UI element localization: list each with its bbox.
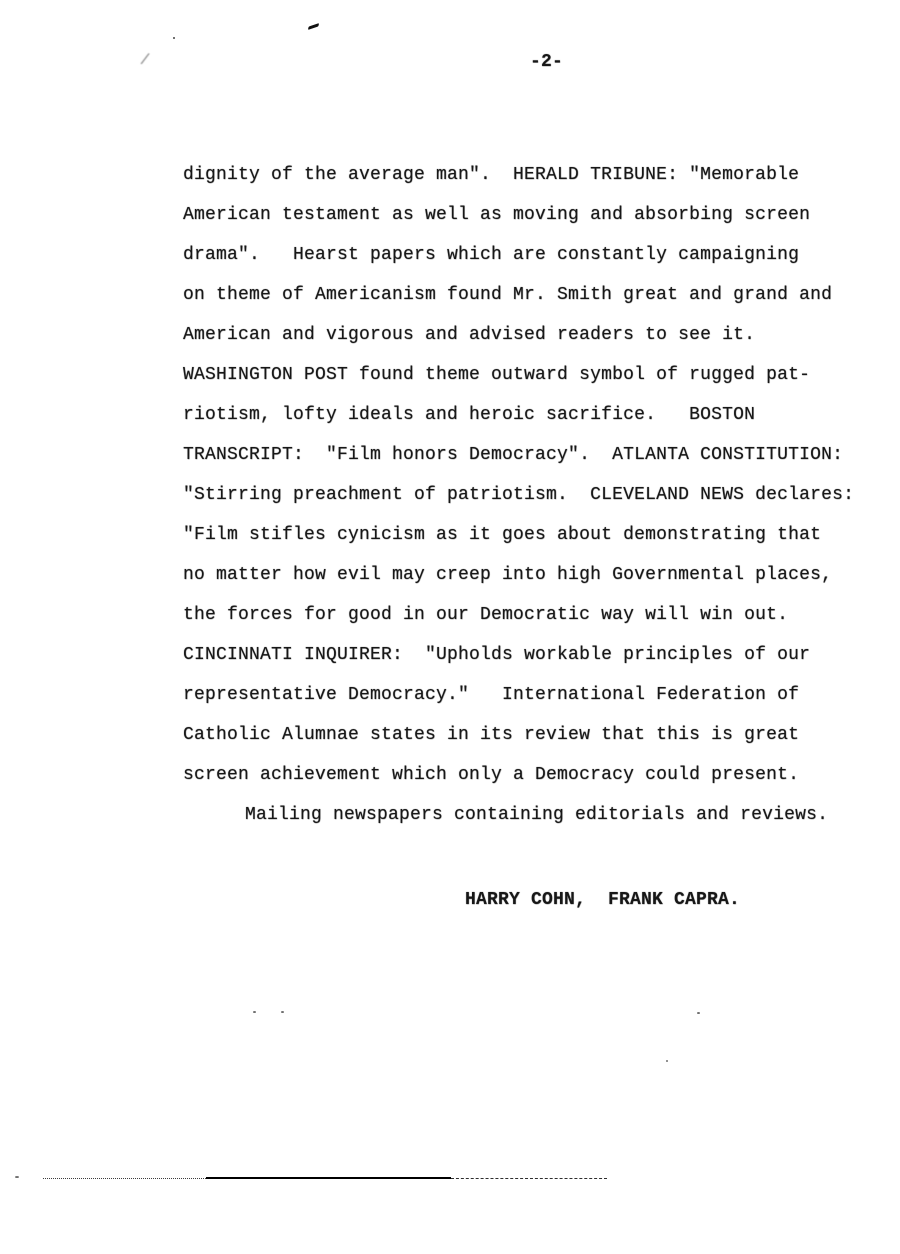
body-line-indented: Mailing newspapers containing editorials and reviews. (245, 805, 829, 825)
scan-bottom-line (43, 1177, 607, 1180)
body-line: "Stirring preachment of patriotism. CLEVELAND NEWS declares: (183, 485, 855, 505)
scan-speck (253, 1011, 256, 1013)
scan-speck (666, 1060, 668, 1062)
scan-speck (173, 37, 175, 39)
body-line: the forces for good in our Democratic way will win out. (183, 605, 789, 625)
scan-line-dashed-segment (451, 1178, 607, 1179)
body-line: CINCINNATI INQUIRER: "Upholds workable principles of our (183, 645, 811, 665)
body-line: dignity of the average man". HERALD TRIBUNE: "Memorable (183, 165, 800, 185)
scan-line-dotted-segment (43, 1178, 206, 1179)
document-body (183, 155, 863, 835)
body-line: riotism, lofty ideals and heroic sacrifice. BOSTON (183, 405, 756, 425)
page-number: -2- (530, 52, 564, 72)
body-line: TRANSCRIPT: "Film honors Democracy". ATLANTA CONSTITUTION: (183, 445, 844, 465)
body-line: American and vigorous and advised readers to see it. (183, 325, 756, 345)
scan-slash-artifact: / (138, 50, 151, 70)
body-line: screen achievement which only a Democracy could present. (183, 765, 800, 785)
body-line: "Film stifles cynicism as it goes about demonstrating that (183, 525, 822, 545)
scan-speck (281, 1011, 284, 1013)
body-line: no matter how evil may creep into high Governmental places, (183, 565, 833, 585)
body-line: on theme of Americanism found Mr. Smith great and grand and (183, 285, 833, 305)
body-line: American testament as well as moving and absorbing screen (183, 205, 811, 225)
signature-line: HARRY COHN, FRANK CAPRA. (465, 890, 741, 910)
body-line: drama". Hearst papers which are constantly campaigning (183, 245, 800, 265)
scan-speck (15, 1176, 19, 1178)
body-line: WASHINGTON POST found theme outward symbol of rugged pat- (183, 365, 811, 385)
body-line: representative Democracy." International Federation of (183, 685, 800, 705)
scan-smudge-mark (308, 23, 319, 30)
scan-speck (697, 1012, 700, 1014)
body-line: Catholic Alumnae states in its review that this is great (183, 725, 800, 745)
scan-line-solid-segment (206, 1177, 451, 1179)
